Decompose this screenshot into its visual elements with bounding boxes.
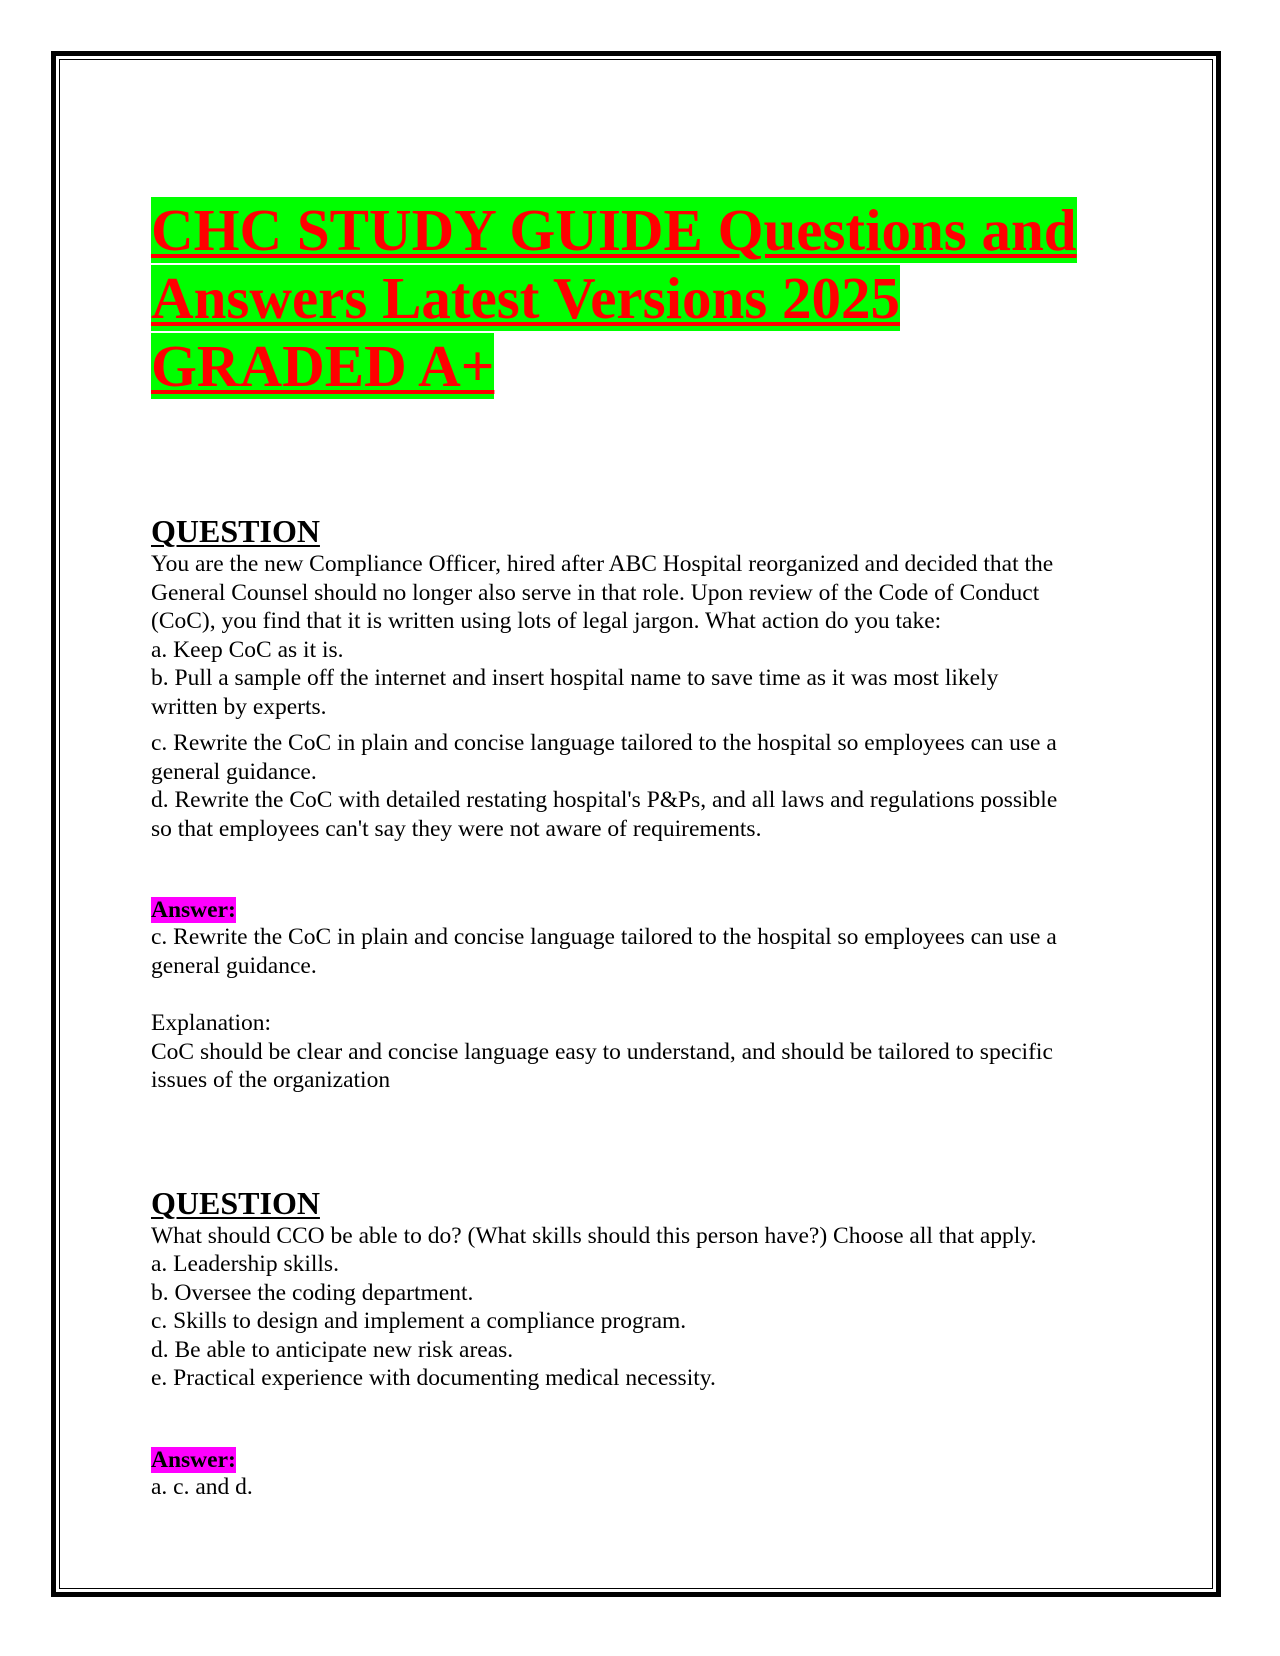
title-line: CHC STUDY GUIDE Questions and: [151, 197, 1077, 263]
option-c-cont: general guidance.: [151, 758, 317, 785]
option-c: c. Rewrite the CoC in plain and concise language tailored to the hospital so employees can use a: [151, 730, 1057, 756]
answer-text-line: general guidance.: [151, 952, 317, 979]
option-b: b. Pull a sample off the internet and insert hospital name to save time as it was most likely: [151, 665, 999, 691]
option-c: c. Skills to design and implement a compliance program.: [151, 1308, 687, 1334]
question-heading: QUESTION: [151, 513, 320, 549]
explanation-text-line: CoC should be clear and concise language easy to understand, and should be tailored to specific: [151, 1038, 1053, 1065]
answer-label: Answer:: [151, 1446, 236, 1473]
title-line: GRADED A+: [151, 333, 495, 399]
question-text-line: You are the new Compliance Officer, hired after ABC Hospital reorganized and decided that the: [151, 551, 1054, 577]
answer-text-line: c. Rewrite the CoC in plain and concise language tailored to the hospital so employees can use a: [151, 924, 1057, 950]
option-b: b. Oversee the coding department.: [151, 1279, 474, 1306]
question-heading: QUESTION: [151, 1184, 320, 1221]
document-content: [151, 196, 1151, 1501]
option-d: d. Be able to anticipate new risk areas.: [151, 1336, 514, 1363]
question-text-line: What should CCO be able to do? (What skills should this person have?) Choose all that apply.: [151, 1222, 1037, 1249]
option-d-cont: so that employees can't say they were not aware of requirements.: [151, 815, 762, 842]
explanation-label: Explanation:: [151, 1010, 272, 1036]
explanation-text-line: issues of the organization: [151, 1067, 391, 1093]
option-d: d. Rewrite the CoC with detailed restating hospital's P&Ps, and all laws and regulations possible: [151, 787, 1058, 813]
document-title: [151, 196, 1151, 400]
question-1: [151, 514, 1151, 1095]
option-a: a. Leadership skills.: [151, 1251, 339, 1277]
answer-text-line: a. c. and d.: [151, 1473, 253, 1500]
option-a: a. Keep CoC as it is.: [151, 636, 344, 663]
question-2: [151, 1186, 1151, 1502]
question-text-line: (CoC), you find that it is written using lots of legal jargon. What action do you take:: [151, 608, 942, 634]
option-b-cont: written by experts.: [151, 693, 327, 720]
option-e: e. Practical experience with documenting medical necessity.: [151, 1365, 716, 1391]
question-text-line: General Counsel should no longer also serve in that role. Upon review of the Code of Conduct: [151, 579, 1040, 606]
title-line: Answers Latest Versions 2025: [151, 265, 900, 331]
answer-label: Answer:: [151, 897, 236, 923]
